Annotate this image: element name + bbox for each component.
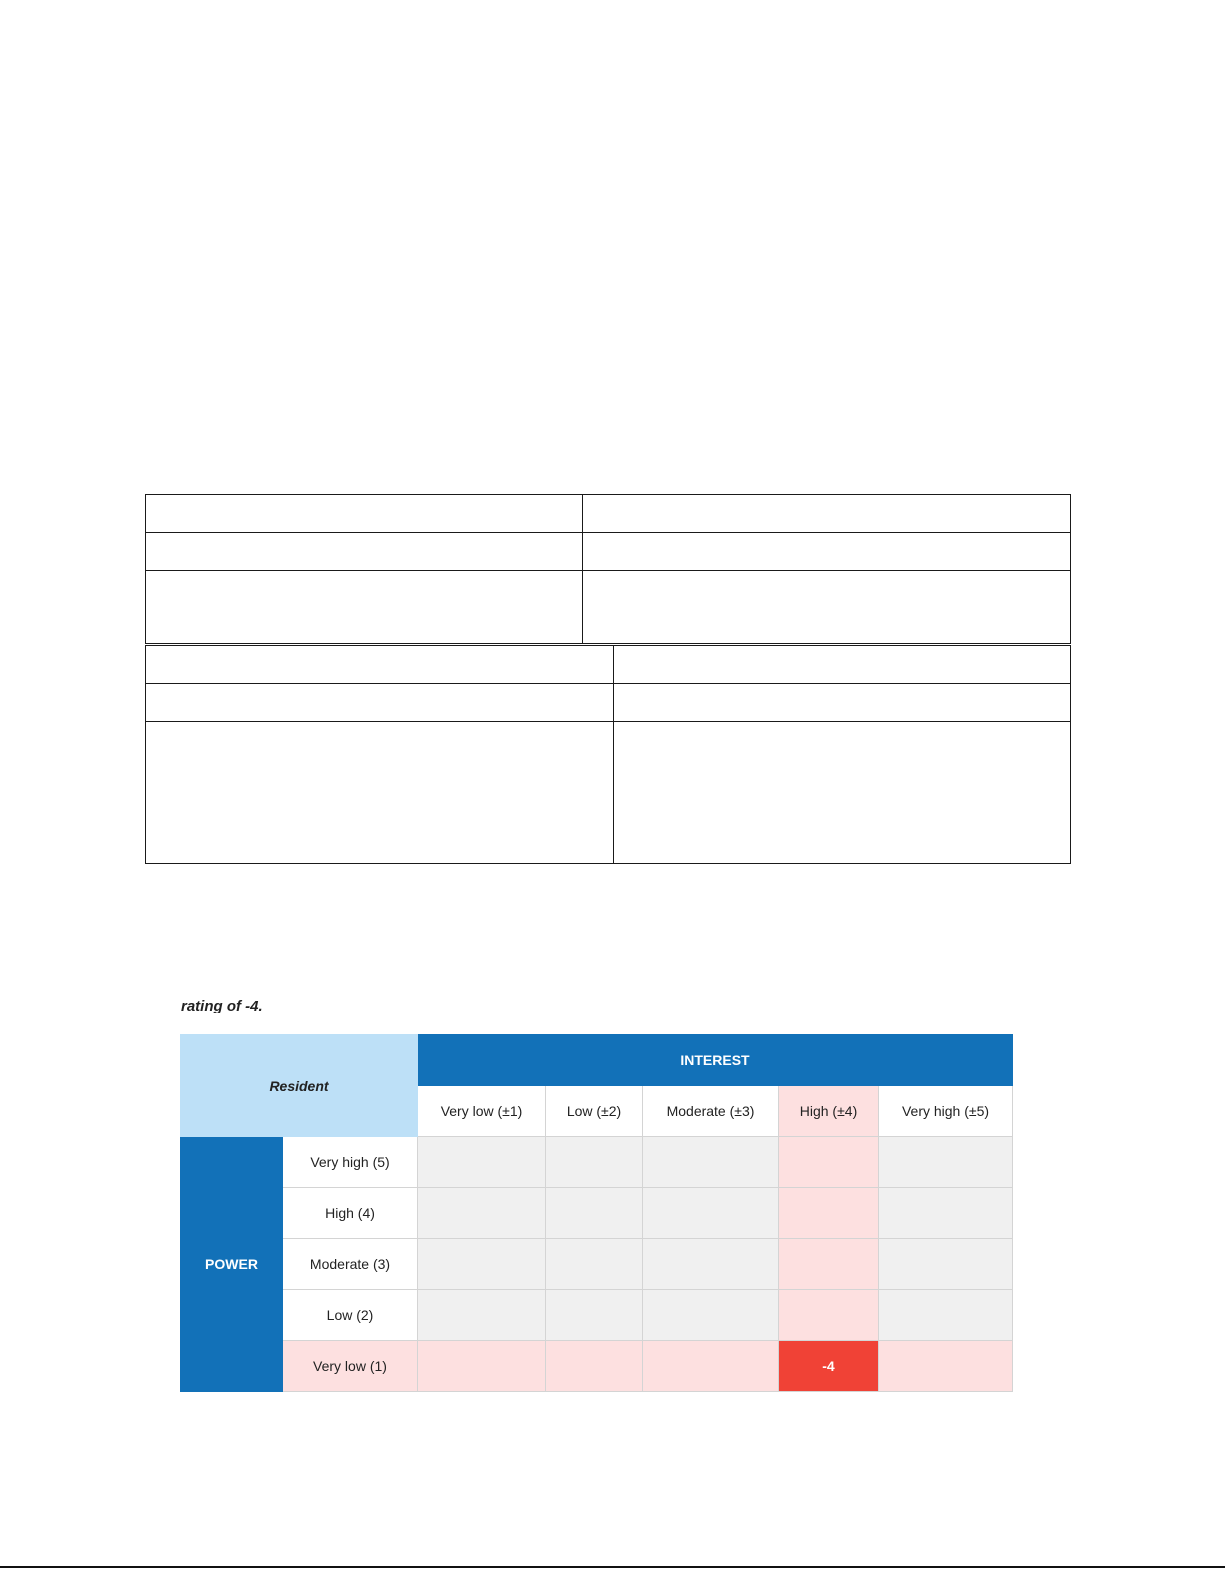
power-header: POWER bbox=[181, 1137, 283, 1392]
matrix-cell bbox=[418, 1290, 546, 1341]
matrix-cell bbox=[546, 1290, 643, 1341]
matrix-cell bbox=[643, 1239, 779, 1290]
info-cell bbox=[583, 495, 1071, 533]
matrix-cell bbox=[418, 1188, 546, 1239]
matrix-cell bbox=[546, 1188, 643, 1239]
power-row-header: Moderate (3) bbox=[283, 1239, 418, 1290]
interest-col-header: Very high (±5) bbox=[879, 1086, 1013, 1137]
score-cell: -4 bbox=[779, 1341, 879, 1392]
page-bottom-rule bbox=[0, 1566, 1225, 1568]
power-row-header-highlighted: Very low (1) bbox=[283, 1341, 418, 1392]
info-table-bottom bbox=[145, 645, 1071, 864]
info-cell bbox=[146, 722, 614, 864]
matrix-cell bbox=[879, 1188, 1013, 1239]
info-cell bbox=[146, 684, 614, 722]
matrix-cell bbox=[779, 1239, 879, 1290]
stakeholder-label: Resident bbox=[181, 1035, 418, 1137]
matrix-cell bbox=[643, 1290, 779, 1341]
matrix-cell bbox=[779, 1290, 879, 1341]
power-interest-matrix bbox=[180, 1034, 1013, 1392]
matrix-cell bbox=[879, 1290, 1013, 1341]
info-cell bbox=[146, 533, 583, 571]
info-table-top bbox=[145, 494, 1071, 644]
matrix-cell bbox=[643, 1137, 779, 1188]
info-cell bbox=[614, 646, 1071, 684]
interest-col-header-highlighted: High (±4) bbox=[779, 1086, 879, 1137]
interest-header: INTEREST bbox=[418, 1035, 1013, 1086]
power-row-header: High (4) bbox=[283, 1188, 418, 1239]
matrix-cell bbox=[879, 1341, 1013, 1392]
info-cell bbox=[583, 533, 1071, 571]
info-cell bbox=[614, 684, 1071, 722]
matrix-caption-fragment: rating of -4. bbox=[181, 998, 263, 1013]
matrix-cell bbox=[418, 1137, 546, 1188]
matrix-cell bbox=[418, 1341, 546, 1392]
info-cell bbox=[583, 571, 1071, 644]
interest-col-header: Moderate (±3) bbox=[643, 1086, 779, 1137]
matrix-cell bbox=[546, 1341, 643, 1392]
power-row-header: Low (2) bbox=[283, 1290, 418, 1341]
matrix-cell bbox=[418, 1239, 546, 1290]
matrix-cell bbox=[643, 1188, 779, 1239]
power-row-header: Very high (5) bbox=[283, 1137, 418, 1188]
matrix-cell bbox=[779, 1188, 879, 1239]
matrix-cell bbox=[546, 1137, 643, 1188]
matrix-cell bbox=[779, 1137, 879, 1188]
interest-col-header: Low (±2) bbox=[546, 1086, 643, 1137]
matrix-cell bbox=[879, 1137, 1013, 1188]
matrix-cell bbox=[879, 1239, 1013, 1290]
matrix-cell bbox=[643, 1341, 779, 1392]
info-cell bbox=[146, 571, 583, 644]
interest-col-header: Very low (±1) bbox=[418, 1086, 546, 1137]
matrix-cell bbox=[546, 1239, 643, 1290]
info-cell bbox=[146, 646, 614, 684]
info-cell bbox=[614, 722, 1071, 864]
info-cell bbox=[146, 495, 583, 533]
